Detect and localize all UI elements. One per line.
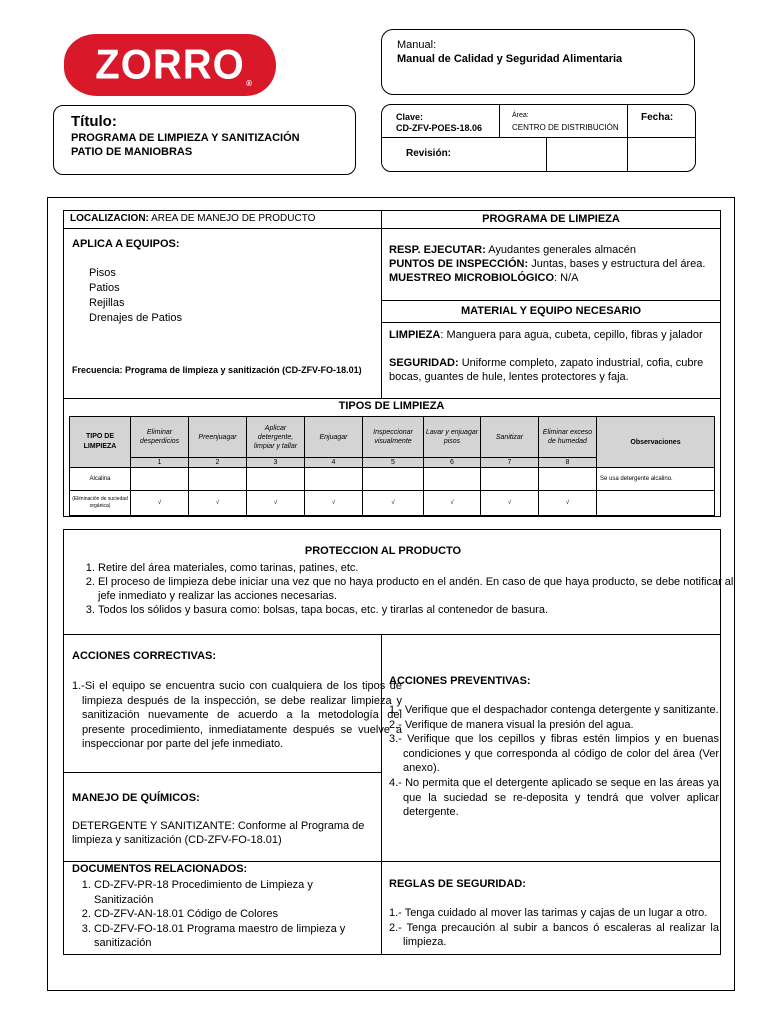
localizacion <box>70 213 315 224</box>
tipo-header: TIPO DE LIMPIEZA <box>70 417 131 468</box>
tipo-cell: Alcalina <box>70 468 131 491</box>
step-number: 1 <box>131 458 189 468</box>
localizacion-label: LOCALIZACION: <box>70 213 149 224</box>
list-item: 2.- Verifique de manera visual la presión del agua. <box>389 718 634 731</box>
check-cell <box>189 468 247 491</box>
check-cell <box>247 468 305 491</box>
list-item: 1. CD-ZFV-PR-18 Procedimiento de Limpieza y Sanitización <box>94 878 372 907</box>
list-item: 1.- Tenga cuidado al mover las tarimas y cajas de un lugar a otro. <box>389 907 708 919</box>
revision-label: Revisión: <box>406 148 452 159</box>
correctivas-text: 1.-Si el equipo se encuentra sucio con cualquiera de los tipos de limpieza después de la inspección, se debe realizar limpieza y sanitización nuevamente de acuerdo a la metodología del presente procedimiento, inmediatamente después se vuelve a inspeccionar por parte del jefe inmediato. <box>72 680 402 751</box>
limpieza-label: LIMPIEZA <box>389 329 441 341</box>
step-number: 5 <box>363 458 424 468</box>
limpieza-value: : Manguera para agua, cubeta, cepillo, fibras y jalador <box>440 329 703 341</box>
puntos-label: PUNTOS DE INSPECCIÓN: <box>389 258 529 270</box>
proteccion-list <box>70 561 742 617</box>
check-cell <box>305 468 363 491</box>
step-number: 6 <box>424 458 481 468</box>
check-cell <box>363 468 424 491</box>
resp-label: RESP. EJECUTAR: <box>389 244 486 256</box>
aplica-title: APLICA A EQUIPOS: <box>72 238 180 250</box>
programa-title: PROGRAMA DE LIMPIEZA <box>482 213 620 225</box>
aplica-item: Pisos <box>89 267 116 279</box>
obs-cell: Se usa detergente alcalino. <box>597 468 715 491</box>
muestreo-label: MUESTREO MICROBIOLÓGICO <box>389 272 554 284</box>
aplica-item: Drenajes de Patios <box>89 312 182 324</box>
aplica-item: Rejillas <box>89 297 125 309</box>
step-number: 2 <box>189 458 247 468</box>
quimicos-title: MANEJO DE QUÍMICOS: <box>72 792 200 804</box>
step-header: Preenjuagar <box>189 417 247 458</box>
step-header: Inspeccionar visualmente <box>363 417 424 458</box>
quimicos-text: DETERGENTE Y SANITIZANTE: Conforme al Programa de limpieza y sanitización (CD-ZFV-FO-18.01) <box>72 820 365 846</box>
step-header: Sanitizar <box>481 417 539 458</box>
documentos-title: DOCUMENTOS RELACIONADOS: <box>72 863 248 875</box>
list-item: 4.- No permita que el detergente aplicado se seque en las áreas ya que la suciedad se re-deposita y tendrá que volver aplicar detergente. <box>389 776 719 819</box>
titulo-line1: PROGRAMA DE LIMPIEZA Y SANITIZACIÓN <box>71 132 300 144</box>
list-item: 2. El proceso de limpieza debe iniciar una vez que no haya producto en el andén. En caso de que haya producto, se debe notificar al jefe inmediato y realizar las acciones necesarias. <box>98 575 742 603</box>
fecha-label: Fecha: <box>641 112 674 123</box>
clave-value: CD-ZFV-POES-18.06 <box>396 123 483 133</box>
check-cell <box>481 468 539 491</box>
check-cell: √ <box>363 491 424 516</box>
documentos-list <box>70 878 372 951</box>
list-item: 3. Todos los sólidos y basura como: bolsas, tapa bocas, etc. y tirarlas al contenedor de basura. <box>98 603 742 617</box>
manual-box <box>381 29 695 95</box>
list-item: 1. Retire del área materiales, como tarinas, patines, etc. <box>98 561 742 575</box>
obs-cell <box>597 491 715 516</box>
check-cell: √ <box>305 491 363 516</box>
check-cell: √ <box>481 491 539 516</box>
list-item: 2. CD-ZFV-AN-18.01 Código de Colores <box>94 907 372 922</box>
check-cell <box>424 468 481 491</box>
clave-box <box>381 104 696 172</box>
tipos-title: TIPOS DE LIMPIEZA <box>338 400 445 412</box>
check-cell: √ <box>247 491 305 516</box>
proteccion-title: PROTECCION AL PRODUCTO <box>304 545 462 557</box>
logo-text: ZORRO <box>95 41 245 88</box>
check-cell: √ <box>189 491 247 516</box>
area-label: Área: <box>512 112 529 119</box>
list-item: 3. CD-ZFV-FO-18.01 Programa maestro de limpieza y sanitización <box>94 922 372 951</box>
programa-details <box>389 243 717 285</box>
step-header: Eliminar exceso de humedad <box>539 417 597 458</box>
titulo-line2: PATIO DE MANIOBRAS <box>71 146 193 158</box>
title-box <box>53 105 356 175</box>
aplica-item: Patios <box>89 282 120 294</box>
material-title: MATERIAL Y EQUIPO NECESARIO <box>460 305 642 317</box>
tipo-cell: (Eliminación de suciedad orgánica) <box>70 491 131 516</box>
seguridad-label: SEGURIDAD: <box>389 357 459 369</box>
list-item: 1.- Verifique que el despachador contenga detergente y sanitizante. <box>389 704 719 716</box>
material-seguridad <box>389 356 719 384</box>
step-header: Aplicar detergente, limpiar y tallar <box>247 417 305 458</box>
check-cell: √ <box>131 491 189 516</box>
manual-title: Manual de Calidad y Seguridad Alimentaria <box>397 53 623 65</box>
step-number: 3 <box>247 458 305 468</box>
titulo-label: Título: <box>71 113 117 130</box>
check-cell <box>539 468 597 491</box>
clave-label: Clave: <box>396 112 424 122</box>
resp-value: Ayudantes generales almacén <box>488 244 637 256</box>
step-header: Enjuagar <box>305 417 363 458</box>
tipos-table <box>69 416 714 512</box>
manual-label: Manual: <box>397 39 437 51</box>
reglas-title: REGLAS DE SEGURIDAD: <box>389 878 526 890</box>
step-number: 7 <box>481 458 539 468</box>
step-header: Lavar y enjuagar pisos <box>424 417 481 458</box>
muestreo-value: : N/A <box>554 272 579 284</box>
preventivas-list <box>375 703 719 820</box>
puntos-value: Juntas, bases y estructura del área. <box>531 258 706 270</box>
localizacion-value: AREA DE MANEJO DE PRODUCTO <box>151 213 316 224</box>
zorro-logo <box>64 34 276 96</box>
list-item: 2.- Tenga precaución al subir a bancos ó escaleras al realizar la limpieza. <box>389 921 719 949</box>
seguridad-value: Uniforme completo, zapato industrial, cofia, cubre bocas, guantes de hule, lentes protectores y faja. <box>389 357 704 383</box>
check-cell: √ <box>539 491 597 516</box>
table-row <box>70 468 715 491</box>
step-number: 8 <box>539 458 597 468</box>
aplica-list <box>89 266 182 326</box>
check-cell <box>131 468 189 491</box>
preventivas-title: ACCIONES PREVENTIVAS: <box>389 675 531 687</box>
observaciones-header: Observaciones <box>597 417 715 468</box>
reglas-list <box>375 906 719 950</box>
area-value: CENTRO DE DISTRIBUCIÓN <box>512 123 619 132</box>
correctivas-title: ACCIONES CORRECTIVAS: <box>72 650 217 662</box>
check-cell: √ <box>424 491 481 516</box>
step-number: 4 <box>305 458 363 468</box>
frecuencia: Frecuencia: Programa de limpieza y sanitización (CD-ZFV-FO-18.01) <box>72 365 362 375</box>
step-header: Eliminar desperdicios <box>131 417 189 458</box>
list-item: 3.- Verifique que los cepillos y fibras estén limpios y en buenas condiciones y que corresponda al código de color del área (Ver anexo). <box>389 733 719 775</box>
material-limpieza <box>389 329 717 341</box>
table-row <box>70 491 715 516</box>
logo-registered-mark: ® <box>246 78 252 89</box>
